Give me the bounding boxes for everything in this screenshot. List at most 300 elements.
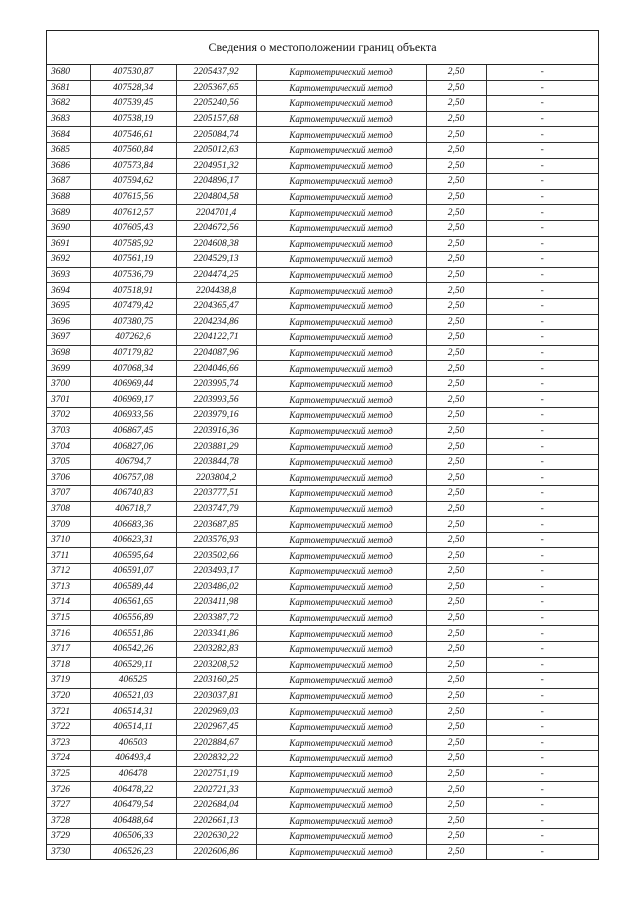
method-cell: Картометрический метод xyxy=(256,595,426,611)
accuracy-cell: 2,50 xyxy=(426,641,486,657)
description-cell: - xyxy=(486,345,598,361)
y-coordinate-cell: 2202684,04 xyxy=(176,797,256,813)
x-coordinate-cell: 406551,86 xyxy=(90,626,176,642)
description-cell: - xyxy=(486,298,598,314)
y-coordinate-cell: 2203037,81 xyxy=(176,688,256,704)
y-coordinate-cell: 2203502,66 xyxy=(176,548,256,564)
method-cell: Картометрический метод xyxy=(256,470,426,486)
table-row xyxy=(47,80,598,96)
table-row xyxy=(47,220,598,236)
y-coordinate-cell: 2204804,58 xyxy=(176,189,256,205)
accuracy-cell: 2,50 xyxy=(426,470,486,486)
point-number-cell: 3684 xyxy=(47,127,90,143)
description-cell: - xyxy=(486,361,598,377)
table-row xyxy=(47,408,598,424)
method-cell: Картометрический метод xyxy=(256,267,426,283)
x-coordinate-cell: 406740,83 xyxy=(90,486,176,502)
table-row xyxy=(47,298,598,314)
description-cell: - xyxy=(486,158,598,174)
table-row xyxy=(47,127,598,143)
x-coordinate-cell: 407179,82 xyxy=(90,345,176,361)
table-row xyxy=(47,454,598,470)
y-coordinate-cell: 2204951,32 xyxy=(176,158,256,174)
table-row xyxy=(47,205,598,221)
accuracy-cell: 2,50 xyxy=(426,813,486,829)
point-number-cell: 3706 xyxy=(47,470,90,486)
x-coordinate-cell: 407479,42 xyxy=(90,298,176,314)
point-number-cell: 3715 xyxy=(47,610,90,626)
accuracy-cell: 2,50 xyxy=(426,376,486,392)
point-number-cell: 3702 xyxy=(47,408,90,424)
table-row xyxy=(47,267,598,283)
y-coordinate-cell: 2205012,63 xyxy=(176,142,256,158)
accuracy-cell: 2,50 xyxy=(426,829,486,845)
table-row xyxy=(47,657,598,673)
table-row xyxy=(47,65,598,80)
y-coordinate-cell: 2204896,17 xyxy=(176,174,256,190)
y-coordinate-cell: 2204365,47 xyxy=(176,298,256,314)
method-cell: Картометрический метод xyxy=(256,345,426,361)
table-row xyxy=(47,610,598,626)
method-cell: Картометрический метод xyxy=(256,454,426,470)
description-cell: - xyxy=(486,517,598,533)
table-row xyxy=(47,641,598,657)
x-coordinate-cell: 407528,34 xyxy=(90,80,176,96)
y-coordinate-cell: 2205240,56 xyxy=(176,96,256,112)
method-cell: Картометрический метод xyxy=(256,205,426,221)
x-coordinate-cell: 407380,75 xyxy=(90,314,176,330)
table-row xyxy=(47,829,598,845)
description-cell: - xyxy=(486,454,598,470)
accuracy-cell: 2,50 xyxy=(426,174,486,190)
method-cell: Картометрический метод xyxy=(256,283,426,299)
table-row xyxy=(47,392,598,408)
x-coordinate-cell: 406478,22 xyxy=(90,782,176,798)
y-coordinate-cell: 2202606,86 xyxy=(176,844,256,859)
method-cell: Картометрический метод xyxy=(256,423,426,439)
x-coordinate-cell: 406561,65 xyxy=(90,595,176,611)
description-cell: - xyxy=(486,735,598,751)
point-number-cell: 3723 xyxy=(47,735,90,751)
method-cell: Картометрический метод xyxy=(256,641,426,657)
y-coordinate-cell: 2203411,98 xyxy=(176,595,256,611)
x-coordinate-cell: 406969,17 xyxy=(90,392,176,408)
y-coordinate-cell: 2203208,52 xyxy=(176,657,256,673)
y-coordinate-cell: 2205157,68 xyxy=(176,111,256,127)
accuracy-cell: 2,50 xyxy=(426,111,486,127)
method-cell: Картометрический метод xyxy=(256,829,426,845)
x-coordinate-cell: 407536,79 xyxy=(90,267,176,283)
y-coordinate-cell: 2203282,83 xyxy=(176,641,256,657)
y-coordinate-cell: 2204474,25 xyxy=(176,267,256,283)
table-row xyxy=(47,844,598,859)
method-cell: Картометрический метод xyxy=(256,142,426,158)
description-cell: - xyxy=(486,314,598,330)
table-row xyxy=(47,501,598,517)
table-row xyxy=(47,486,598,502)
accuracy-cell: 2,50 xyxy=(426,80,486,96)
description-cell: - xyxy=(486,751,598,767)
description-cell: - xyxy=(486,236,598,252)
method-cell: Картометрический метод xyxy=(256,719,426,735)
method-cell: Картометрический метод xyxy=(256,298,426,314)
y-coordinate-cell: 2204529,13 xyxy=(176,252,256,268)
accuracy-cell: 2,50 xyxy=(426,766,486,782)
table-row xyxy=(47,376,598,392)
y-coordinate-cell: 2204046,66 xyxy=(176,361,256,377)
method-cell: Картометрический метод xyxy=(256,392,426,408)
x-coordinate-cell: 407538,19 xyxy=(90,111,176,127)
x-coordinate-cell: 406542,26 xyxy=(90,641,176,657)
y-coordinate-cell: 2202967,45 xyxy=(176,719,256,735)
description-cell: - xyxy=(486,797,598,813)
method-cell: Картометрический метод xyxy=(256,330,426,346)
point-number-cell: 3730 xyxy=(47,844,90,859)
accuracy-cell: 2,50 xyxy=(426,486,486,502)
method-cell: Картометрический метод xyxy=(256,517,426,533)
description-cell: - xyxy=(486,470,598,486)
y-coordinate-cell: 2203881,29 xyxy=(176,439,256,455)
table-row xyxy=(47,314,598,330)
boundary-table-sheet xyxy=(46,30,599,860)
method-cell: Картометрический метод xyxy=(256,220,426,236)
x-coordinate-cell: 406529,11 xyxy=(90,657,176,673)
table-row xyxy=(47,548,598,564)
point-number-cell: 3720 xyxy=(47,688,90,704)
point-number-cell: 3686 xyxy=(47,158,90,174)
table-row xyxy=(47,579,598,595)
x-coordinate-cell: 406521,03 xyxy=(90,688,176,704)
description-cell: - xyxy=(486,283,598,299)
description-cell: - xyxy=(486,595,598,611)
point-number-cell: 3713 xyxy=(47,579,90,595)
method-cell: Картометрический метод xyxy=(256,766,426,782)
x-coordinate-cell: 406757,08 xyxy=(90,470,176,486)
y-coordinate-cell: 2205437,92 xyxy=(176,65,256,80)
description-cell: - xyxy=(486,174,598,190)
accuracy-cell: 2,50 xyxy=(426,564,486,580)
x-coordinate-cell: 406683,36 xyxy=(90,517,176,533)
table-row xyxy=(47,517,598,533)
y-coordinate-cell: 2204087,96 xyxy=(176,345,256,361)
method-cell: Картометрический метод xyxy=(256,501,426,517)
description-cell: - xyxy=(486,673,598,689)
accuracy-cell: 2,50 xyxy=(426,330,486,346)
description-cell: - xyxy=(486,111,598,127)
x-coordinate-cell: 407573,84 xyxy=(90,158,176,174)
method-cell: Картометрический метод xyxy=(256,174,426,190)
x-coordinate-cell: 407615,56 xyxy=(90,189,176,205)
description-cell: - xyxy=(486,532,598,548)
method-cell: Картометрический метод xyxy=(256,532,426,548)
y-coordinate-cell: 2204234,86 xyxy=(176,314,256,330)
point-number-cell: 3688 xyxy=(47,189,90,205)
method-cell: Картометрический метод xyxy=(256,626,426,642)
x-coordinate-cell: 407068,34 xyxy=(90,361,176,377)
point-number-cell: 3689 xyxy=(47,205,90,221)
description-cell: - xyxy=(486,641,598,657)
point-number-cell: 3716 xyxy=(47,626,90,642)
description-cell: - xyxy=(486,610,598,626)
x-coordinate-cell: 406506,33 xyxy=(90,829,176,845)
point-number-cell: 3729 xyxy=(47,829,90,845)
point-number-cell: 3709 xyxy=(47,517,90,533)
accuracy-cell: 2,50 xyxy=(426,142,486,158)
table-row xyxy=(47,142,598,158)
x-coordinate-cell: 406969,44 xyxy=(90,376,176,392)
method-cell: Картометрический метод xyxy=(256,96,426,112)
point-number-cell: 3727 xyxy=(47,797,90,813)
y-coordinate-cell: 2202661,13 xyxy=(176,813,256,829)
method-cell: Картометрический метод xyxy=(256,610,426,626)
accuracy-cell: 2,50 xyxy=(426,610,486,626)
description-cell: - xyxy=(486,579,598,595)
y-coordinate-cell: 2203486,02 xyxy=(176,579,256,595)
point-number-cell: 3682 xyxy=(47,96,90,112)
point-number-cell: 3685 xyxy=(47,142,90,158)
accuracy-cell: 2,50 xyxy=(426,704,486,720)
x-coordinate-cell: 407585,92 xyxy=(90,236,176,252)
x-coordinate-cell: 406718,7 xyxy=(90,501,176,517)
description-cell: - xyxy=(486,704,598,720)
point-number-cell: 3700 xyxy=(47,376,90,392)
table-row xyxy=(47,283,598,299)
accuracy-cell: 2,50 xyxy=(426,392,486,408)
description-cell: - xyxy=(486,142,598,158)
description-cell: - xyxy=(486,657,598,673)
method-cell: Картометрический метод xyxy=(256,65,426,80)
x-coordinate-cell: 406827,06 xyxy=(90,439,176,455)
accuracy-cell: 2,50 xyxy=(426,735,486,751)
table-row xyxy=(47,766,598,782)
y-coordinate-cell: 2202751,19 xyxy=(176,766,256,782)
description-cell: - xyxy=(486,408,598,424)
accuracy-cell: 2,50 xyxy=(426,532,486,548)
y-coordinate-cell: 2203747,79 xyxy=(176,501,256,517)
table-row xyxy=(47,423,598,439)
method-cell: Картометрический метод xyxy=(256,673,426,689)
accuracy-cell: 2,50 xyxy=(426,236,486,252)
accuracy-cell: 2,50 xyxy=(426,314,486,330)
table-row xyxy=(47,797,598,813)
description-cell: - xyxy=(486,252,598,268)
method-cell: Картометрический метод xyxy=(256,439,426,455)
point-number-cell: 3726 xyxy=(47,782,90,798)
method-cell: Картометрический метод xyxy=(256,408,426,424)
point-number-cell: 3722 xyxy=(47,719,90,735)
x-coordinate-cell: 406479,54 xyxy=(90,797,176,813)
y-coordinate-cell: 2203341,86 xyxy=(176,626,256,642)
description-cell: - xyxy=(486,330,598,346)
description-cell: - xyxy=(486,96,598,112)
point-number-cell: 3696 xyxy=(47,314,90,330)
point-number-cell: 3714 xyxy=(47,595,90,611)
description-cell: - xyxy=(486,65,598,80)
accuracy-cell: 2,50 xyxy=(426,439,486,455)
description-cell: - xyxy=(486,548,598,564)
table-row xyxy=(47,345,598,361)
point-number-cell: 3692 xyxy=(47,252,90,268)
description-cell: - xyxy=(486,501,598,517)
point-number-cell: 3691 xyxy=(47,236,90,252)
description-cell: - xyxy=(486,564,598,580)
method-cell: Картометрический метод xyxy=(256,548,426,564)
method-cell: Картометрический метод xyxy=(256,844,426,859)
y-coordinate-cell: 2203777,51 xyxy=(176,486,256,502)
x-coordinate-cell: 406556,89 xyxy=(90,610,176,626)
accuracy-cell: 2,50 xyxy=(426,657,486,673)
x-coordinate-cell: 407262,6 xyxy=(90,330,176,346)
table-row xyxy=(47,236,598,252)
method-cell: Картометрический метод xyxy=(256,361,426,377)
x-coordinate-cell: 406514,31 xyxy=(90,704,176,720)
table-row xyxy=(47,673,598,689)
point-number-cell: 3725 xyxy=(47,766,90,782)
accuracy-cell: 2,50 xyxy=(426,688,486,704)
accuracy-cell: 2,50 xyxy=(426,220,486,236)
table-row xyxy=(47,595,598,611)
method-cell: Картометрический метод xyxy=(256,688,426,704)
description-cell: - xyxy=(486,688,598,704)
point-number-cell: 3699 xyxy=(47,361,90,377)
description-cell: - xyxy=(486,189,598,205)
accuracy-cell: 2,50 xyxy=(426,65,486,80)
accuracy-cell: 2,50 xyxy=(426,517,486,533)
y-coordinate-cell: 2205367,65 xyxy=(176,80,256,96)
y-coordinate-cell: 2203993,56 xyxy=(176,392,256,408)
point-number-cell: 3717 xyxy=(47,641,90,657)
y-coordinate-cell: 2204122,71 xyxy=(176,330,256,346)
description-cell: - xyxy=(486,267,598,283)
y-coordinate-cell: 2203995,74 xyxy=(176,376,256,392)
description-cell: - xyxy=(486,127,598,143)
table-row xyxy=(47,111,598,127)
table-row xyxy=(47,813,598,829)
point-number-cell: 3707 xyxy=(47,486,90,502)
point-number-cell: 3703 xyxy=(47,423,90,439)
description-cell: - xyxy=(486,719,598,735)
table-row xyxy=(47,735,598,751)
x-coordinate-cell: 407561,19 xyxy=(90,252,176,268)
y-coordinate-cell: 2204438,8 xyxy=(176,283,256,299)
coordinates-table xyxy=(47,65,598,859)
point-number-cell: 3710 xyxy=(47,532,90,548)
accuracy-cell: 2,50 xyxy=(426,719,486,735)
x-coordinate-cell: 407539,45 xyxy=(90,96,176,112)
accuracy-cell: 2,50 xyxy=(426,844,486,859)
method-cell: Картометрический метод xyxy=(256,564,426,580)
table-row xyxy=(47,688,598,704)
method-cell: Картометрический метод xyxy=(256,486,426,502)
y-coordinate-cell: 2203916,36 xyxy=(176,423,256,439)
point-number-cell: 3712 xyxy=(47,564,90,580)
method-cell: Картометрический метод xyxy=(256,657,426,673)
y-coordinate-cell: 2204701,4 xyxy=(176,205,256,221)
y-coordinate-cell: 2205084,74 xyxy=(176,127,256,143)
method-cell: Картометрический метод xyxy=(256,189,426,205)
y-coordinate-cell: 2202832,22 xyxy=(176,751,256,767)
x-coordinate-cell: 407560,84 xyxy=(90,142,176,158)
y-coordinate-cell: 2203493,17 xyxy=(176,564,256,580)
point-number-cell: 3697 xyxy=(47,330,90,346)
accuracy-cell: 2,50 xyxy=(426,298,486,314)
description-cell: - xyxy=(486,782,598,798)
description-cell: - xyxy=(486,392,598,408)
table-row xyxy=(47,564,598,580)
accuracy-cell: 2,50 xyxy=(426,205,486,221)
accuracy-cell: 2,50 xyxy=(426,548,486,564)
accuracy-cell: 2,50 xyxy=(426,423,486,439)
accuracy-cell: 2,50 xyxy=(426,501,486,517)
description-cell: - xyxy=(486,376,598,392)
accuracy-cell: 2,50 xyxy=(426,408,486,424)
x-coordinate-cell: 406794,7 xyxy=(90,454,176,470)
description-cell: - xyxy=(486,80,598,96)
y-coordinate-cell: 2202884,67 xyxy=(176,735,256,751)
point-number-cell: 3705 xyxy=(47,454,90,470)
x-coordinate-cell: 407530,87 xyxy=(90,65,176,80)
description-cell: - xyxy=(486,626,598,642)
x-coordinate-cell: 406595,64 xyxy=(90,548,176,564)
table-row xyxy=(47,782,598,798)
accuracy-cell: 2,50 xyxy=(426,751,486,767)
method-cell: Картометрический метод xyxy=(256,252,426,268)
point-number-cell: 3683 xyxy=(47,111,90,127)
method-cell: Картометрический метод xyxy=(256,80,426,96)
point-number-cell: 3711 xyxy=(47,548,90,564)
accuracy-cell: 2,50 xyxy=(426,127,486,143)
method-cell: Картометрический метод xyxy=(256,127,426,143)
point-number-cell: 3680 xyxy=(47,65,90,80)
description-cell: - xyxy=(486,486,598,502)
description-cell: - xyxy=(486,423,598,439)
accuracy-cell: 2,50 xyxy=(426,158,486,174)
x-coordinate-cell: 406867,45 xyxy=(90,423,176,439)
accuracy-cell: 2,50 xyxy=(426,361,486,377)
method-cell: Картометрический метод xyxy=(256,314,426,330)
method-cell: Картометрический метод xyxy=(256,376,426,392)
x-coordinate-cell: 406623,31 xyxy=(90,532,176,548)
table-row xyxy=(47,158,598,174)
table-row xyxy=(47,330,598,346)
x-coordinate-cell: 406526,23 xyxy=(90,844,176,859)
x-coordinate-cell: 406933,56 xyxy=(90,408,176,424)
accuracy-cell: 2,50 xyxy=(426,797,486,813)
method-cell: Картометрический метод xyxy=(256,782,426,798)
y-coordinate-cell: 2204608,38 xyxy=(176,236,256,252)
point-number-cell: 3694 xyxy=(47,283,90,299)
x-coordinate-cell: 406488,64 xyxy=(90,813,176,829)
description-cell: - xyxy=(486,813,598,829)
method-cell: Картометрический метод xyxy=(256,111,426,127)
y-coordinate-cell: 2203804,2 xyxy=(176,470,256,486)
point-number-cell: 3724 xyxy=(47,751,90,767)
table-row xyxy=(47,470,598,486)
point-number-cell: 3690 xyxy=(47,220,90,236)
point-number-cell: 3719 xyxy=(47,673,90,689)
y-coordinate-cell: 2203979,16 xyxy=(176,408,256,424)
table-row xyxy=(47,626,598,642)
x-coordinate-cell: 407612,57 xyxy=(90,205,176,221)
accuracy-cell: 2,50 xyxy=(426,454,486,470)
coordinates-table-body xyxy=(47,65,598,859)
accuracy-cell: 2,50 xyxy=(426,579,486,595)
y-coordinate-cell: 2203844,78 xyxy=(176,454,256,470)
x-coordinate-cell: 407518,91 xyxy=(90,283,176,299)
accuracy-cell: 2,50 xyxy=(426,673,486,689)
point-number-cell: 3695 xyxy=(47,298,90,314)
method-cell: Картометрический метод xyxy=(256,735,426,751)
